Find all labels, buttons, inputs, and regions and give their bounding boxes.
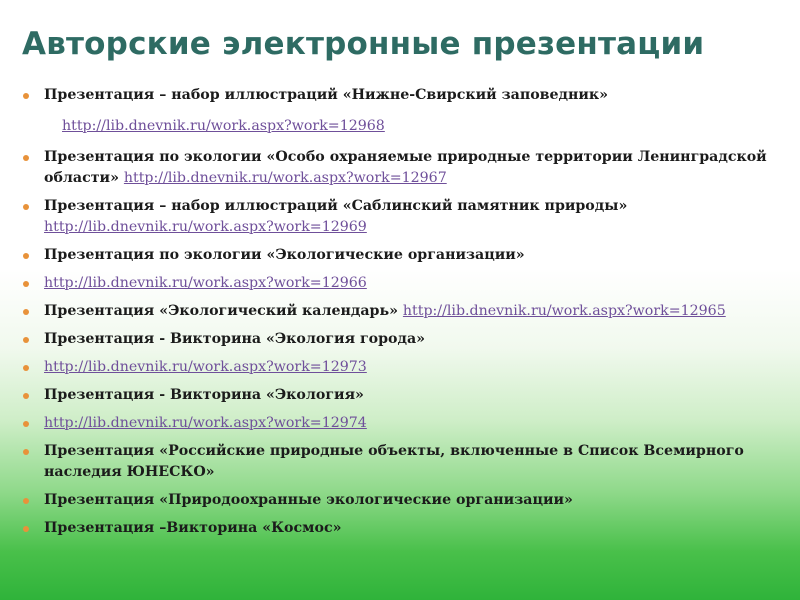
item-link[interactable]: http://lib.dnevnik.ru/work.aspx?work=12974 — [44, 415, 367, 431]
item-text: Презентация – набор иллюстраций «Саблинский памятник природы» — [44, 198, 628, 214]
bullet-dot-icon — [23, 449, 29, 455]
bullet-dot-icon — [23, 365, 29, 371]
list-item — [20, 116, 785, 137]
item-link[interactable]: http://lib.dnevnik.ru/work.aspx?work=12968 — [62, 118, 385, 134]
item-text: Презентация «Российские природные объекты, включенные в Список Всемирного наследия ЮНЕСКО» — [44, 443, 744, 480]
item-text: Презентация по экологии «Особо охраняемые природные территории Ленинградской области» — [44, 149, 767, 186]
item-text: Презентация - Викторина «Экология» — [44, 387, 364, 403]
list-item — [20, 441, 785, 483]
list-item — [20, 357, 785, 378]
list-item — [20, 85, 785, 106]
item-text: Презентация –Викторина «Космос» — [44, 520, 342, 536]
bullet-dot-icon — [23, 393, 29, 399]
bullet-dot-icon — [23, 526, 29, 532]
list-item — [20, 518, 785, 539]
list-item — [20, 273, 785, 294]
slide-title: Авторские электронные презентации — [22, 26, 705, 62]
bullet-dot-icon — [23, 155, 29, 161]
item-text: Презентация – набор иллюстраций «Нижне-Свирский заповедник» — [44, 87, 609, 103]
bullet-dot-icon — [23, 498, 29, 504]
item-link[interactable]: http://lib.dnevnik.ru/work.aspx?work=12965 — [402, 303, 726, 319]
item-text: Презентация «Природоохранные экологические организации» — [44, 492, 573, 508]
bullet-dot-icon — [23, 204, 29, 210]
list-item — [20, 147, 785, 189]
bullet-dot-icon — [23, 253, 29, 259]
item-text: Презентация по экологии «Экологические организации» — [44, 247, 525, 263]
item-link[interactable]: http://lib.dnevnik.ru/work.aspx?work=12973 — [44, 359, 367, 375]
list-item — [20, 413, 785, 434]
bullet-dot-icon — [23, 309, 29, 315]
bullet-dot-icon — [23, 93, 29, 99]
list-item — [20, 245, 785, 266]
item-text: Презентация - Викторина «Экология города» — [44, 331, 426, 347]
item-link[interactable]: http://lib.dnevnik.ru/work.aspx?work=12969 — [44, 219, 367, 235]
item-link[interactable]: http://lib.dnevnik.ru/work.aspx?work=12967 — [123, 170, 447, 186]
presentation-list — [20, 85, 785, 546]
list-item — [20, 329, 785, 350]
bullet-dot-icon — [23, 337, 29, 343]
list-item — [20, 385, 785, 406]
list-item — [20, 196, 785, 238]
list-item — [20, 490, 785, 511]
list-item — [20, 301, 785, 322]
item-link[interactable]: http://lib.dnevnik.ru/work.aspx?work=12966 — [44, 275, 367, 291]
bullet-dot-icon — [23, 421, 29, 427]
bullet-dot-icon — [23, 281, 29, 287]
item-text: Презентация «Экологический календарь» — [44, 303, 403, 319]
